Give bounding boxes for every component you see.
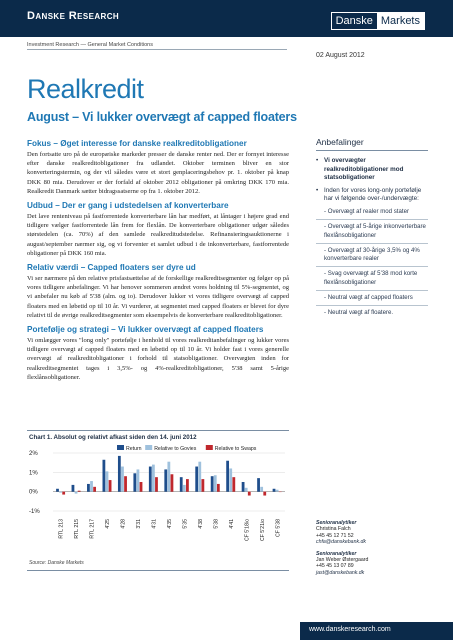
section-text: Den fortsatte uro på de europæiske markeder presser de danske renter ned. Der er fornyet interesse efter danske realkreditobligationer fra udlandet. Oktober terminen bliver en stor konverteringstermin, og der vil således være et stort genplaceringsbehov pr. 1. oktober på knap DKK 80 mia. Derudover er der forfald af oktober 2012 obligationer på omkring DKK 170 mia. Realkredit Danmark sætter bidragssatserne op fra 1. oktober 2012. — [27, 151, 289, 195]
analyst-name: Christina Falch — [316, 526, 351, 533]
footer-bar — [300, 622, 453, 640]
x-tick-label: 4'38 — [197, 519, 204, 529]
chart-bar — [72, 485, 75, 492]
analyst-name: Jan Weber Østergaard — [316, 557, 369, 564]
chart-bar — [133, 473, 136, 491]
x-tick-label: 4'31 — [151, 519, 158, 529]
section-heading: Relativ værdi – Capped floaters ser dyre ud — [27, 263, 196, 273]
legend-swatch — [206, 445, 213, 450]
chart-bar — [171, 474, 174, 491]
chart-bar — [137, 469, 140, 491]
legend-label: Relative to Govies — [154, 446, 197, 452]
section-text: Det lave renteniveau på fastforrentede konverterbare lån har medført, at låntager i højere grad end tidligere vælger fastforrentede lån frem for flexlån. De konverterbare obligationer udgør således størstedelen (ca. 70%) af den samlede realkreditudstedelse. Refinansieringsauktionerne i august/september nærmer sig, og vi forventer et samlet udbud i de inkonverterbare, fastforrentede obligationer på DKK 160 mia. — [27, 213, 289, 257]
recommendation-item — [316, 157, 428, 183]
chart-container — [27, 430, 289, 571]
chart-bar — [152, 465, 155, 492]
section-heading: Fokus – Øget interesse for danske realkreditobligationer — [27, 139, 247, 148]
analyst-phone: +45 45 12 71 52 — [316, 532, 354, 539]
chart-bar — [102, 460, 105, 492]
chart-bar — [109, 480, 112, 492]
x-tick-label: 4'35 — [167, 519, 173, 529]
recommendations-sidebar — [316, 137, 428, 324]
chart-bar — [183, 485, 186, 492]
x-tick-label: CF 5'21io — [259, 519, 266, 542]
chart-bar — [167, 462, 170, 492]
footer-url[interactable]: www.danskeresearch.com — [309, 626, 391, 633]
main-content — [27, 139, 289, 387]
report-date: 02 August 2012 — [316, 52, 365, 59]
chart-bar — [180, 477, 183, 492]
chart-bar — [118, 456, 121, 492]
chart-bar — [106, 471, 109, 491]
analyst-contact — [316, 520, 428, 546]
section-text: Vi omlægger vores "long only" portefølje i henhold til vores realkreditanbefalinger og lukker vores tidligere overvægt af capped floaters med en løbetid op til 10 år. Vi holder fast i vores generelle overvægt af realkreditobligationer i forhold til statsobligationer. Overvægten inden for realkreditsegmentet tages i 3,5%- og 4%-realkreditobligationer, 5'38 samt 5-årige flexlånsobligationer. — [27, 337, 289, 381]
x-tick-label: RTL 215 — [74, 519, 81, 539]
x-tick-label: 3'31 — [136, 519, 143, 529]
danske-markets-logo — [331, 12, 425, 30]
chart-bar — [140, 482, 143, 492]
section-text: Vi ser nærmere på den relative prisfastsættelse af de forskellige realkreditsegmenter og følger op på vores tidligere anbefalinger. Vi har henover sommeren ændret vores holdning til 5%-segmentet, og vi anbefaler nu køb af 5'38 (alm. og io). Derudover lukker vi vores tidligere overvægt af capped floaters med en løbetid op til 10 år. Vi vurderer, at segmentet med capped floaters er blevet for dyre relativt til de øvrige realkreditsegmenter som eksempelvis de konverterbare realkreditobligationer. — [27, 275, 289, 319]
recommendation-subitem: - Overvægt af 5-årige inkonverterbare flexlånsobligationer — [316, 223, 428, 244]
legend-swatch — [145, 445, 152, 450]
section-heading: Portefølje og strategi – Vi lukker overvægt af capped floaters — [27, 325, 264, 335]
x-tick-label: 5'35 — [182, 519, 189, 529]
chart-bar — [62, 492, 65, 495]
chart-bar — [90, 481, 93, 492]
chart-bar — [186, 479, 189, 492]
recommendation-list — [316, 157, 428, 204]
chart-bar — [245, 488, 248, 492]
bar-chart — [27, 443, 289, 559]
page-title: Realkredit — [27, 74, 144, 104]
recommendation-subitem: - Neutral vægt af capped floaters — [316, 294, 428, 306]
chart-bar — [211, 476, 214, 491]
header-divider — [27, 49, 287, 50]
chart-title: Chart 1. Absolut og relativt afkast siden den 14. juni 2012 — [29, 434, 197, 441]
x-tick-label: CF 5'38 — [275, 519, 282, 538]
sidebar-heading: Anbefalinger — [316, 137, 428, 151]
chart-bar — [201, 479, 204, 492]
chart-bar — [260, 487, 263, 492]
chart-bar — [78, 491, 81, 492]
section-relative-value — [27, 263, 289, 320]
recommendation-subitem: - Neutral vægt af floatere. — [324, 309, 394, 317]
chart-bar — [93, 487, 96, 492]
x-tick-label: 4'25 — [105, 519, 112, 529]
x-tick-label: RTL 217 — [89, 519, 96, 539]
chart-bar — [248, 492, 251, 496]
chart-bar — [263, 492, 266, 496]
chart-bar — [75, 492, 78, 494]
chart-bar — [214, 475, 217, 491]
recommendation-item — [316, 187, 428, 204]
x-tick-label: CF 5'18io — [244, 519, 251, 542]
chart-bar — [257, 478, 260, 492]
recommendation-subitem: - Svag overvægt af 5'38 mod korte flexlånsobligationer — [316, 270, 428, 291]
analyst-role: Senioranalytiker — [316, 550, 357, 557]
header-bar — [0, 0, 453, 37]
analyst-phone: +45 45 13 07 89 — [316, 563, 354, 570]
chart-bar — [56, 489, 59, 492]
analyst-contact — [316, 551, 428, 577]
bullet-icon: • — [316, 186, 319, 194]
chart-bar — [155, 477, 158, 492]
section-focus — [27, 139, 289, 196]
analyst-contacts — [316, 520, 428, 581]
chart-bar — [121, 467, 124, 492]
report-category: Investment Research — General Market Conditions — [27, 42, 153, 48]
chart-bar — [87, 484, 90, 492]
x-tick-label: 4'41 — [228, 519, 235, 529]
recommendation-subitem: - Overvægt af 30-årige 3,5% og 4% konverterbare realer — [316, 247, 428, 268]
brand-name: Danske Research — [27, 10, 120, 22]
x-tick-label: 5'38 — [213, 519, 220, 529]
recommendation-text: Vi overvægter realkreditobligationer mod statsobligationer — [324, 157, 404, 182]
y-tick-label: -1% — [29, 509, 40, 515]
logo-right: Markets — [377, 13, 424, 29]
y-tick-label: 0% — [29, 489, 38, 496]
y-tick-label: 1% — [29, 470, 38, 477]
chart-bar — [217, 484, 220, 492]
x-tick-label: RTL 213 — [58, 519, 65, 539]
logo-left: Danske — [332, 13, 377, 29]
chart-bar — [164, 469, 167, 491]
section-portfolio — [27, 325, 289, 382]
analyst-role: Senioranalytiker — [316, 520, 357, 526]
bullet-icon: • — [316, 157, 319, 164]
chart-bar — [59, 492, 62, 493]
legend-label: Relative to Swaps — [214, 446, 257, 452]
chart-bar — [242, 482, 245, 492]
chart-bar — [232, 477, 235, 492]
section-heading: Udbud – Der er gang i udstedelsen af konverterbare — [27, 201, 229, 211]
legend-swatch — [117, 445, 124, 450]
recommendation-text: Inden for vores long-only portefølje har vi følgende over-/undervægte: — [324, 186, 422, 203]
recommendation-subitem: - Overvægt af realer mod stater — [316, 208, 428, 220]
legend-label: Return — [126, 446, 142, 452]
analyst-email[interactable]: chfa@danskebank.dk — [316, 539, 366, 546]
chart-bar — [229, 468, 232, 491]
chart-bar — [273, 489, 276, 492]
chart-bar — [198, 462, 201, 492]
x-tick-label: 4'28 — [120, 519, 127, 529]
page-subtitle: August – Vi lukker overvægt af capped floaters — [27, 110, 297, 124]
chart-bar — [195, 467, 198, 492]
section-supply — [27, 201, 289, 258]
chart-bar — [124, 476, 127, 491]
chart-bar — [149, 467, 152, 492]
chart-source: Source: Danske Markets — [29, 560, 84, 566]
analyst-email[interactable]: jast@danskebank.dk — [316, 569, 365, 576]
chart-bar — [276, 490, 279, 492]
y-tick-label: 2% — [29, 451, 38, 457]
chart-bar — [226, 461, 229, 492]
